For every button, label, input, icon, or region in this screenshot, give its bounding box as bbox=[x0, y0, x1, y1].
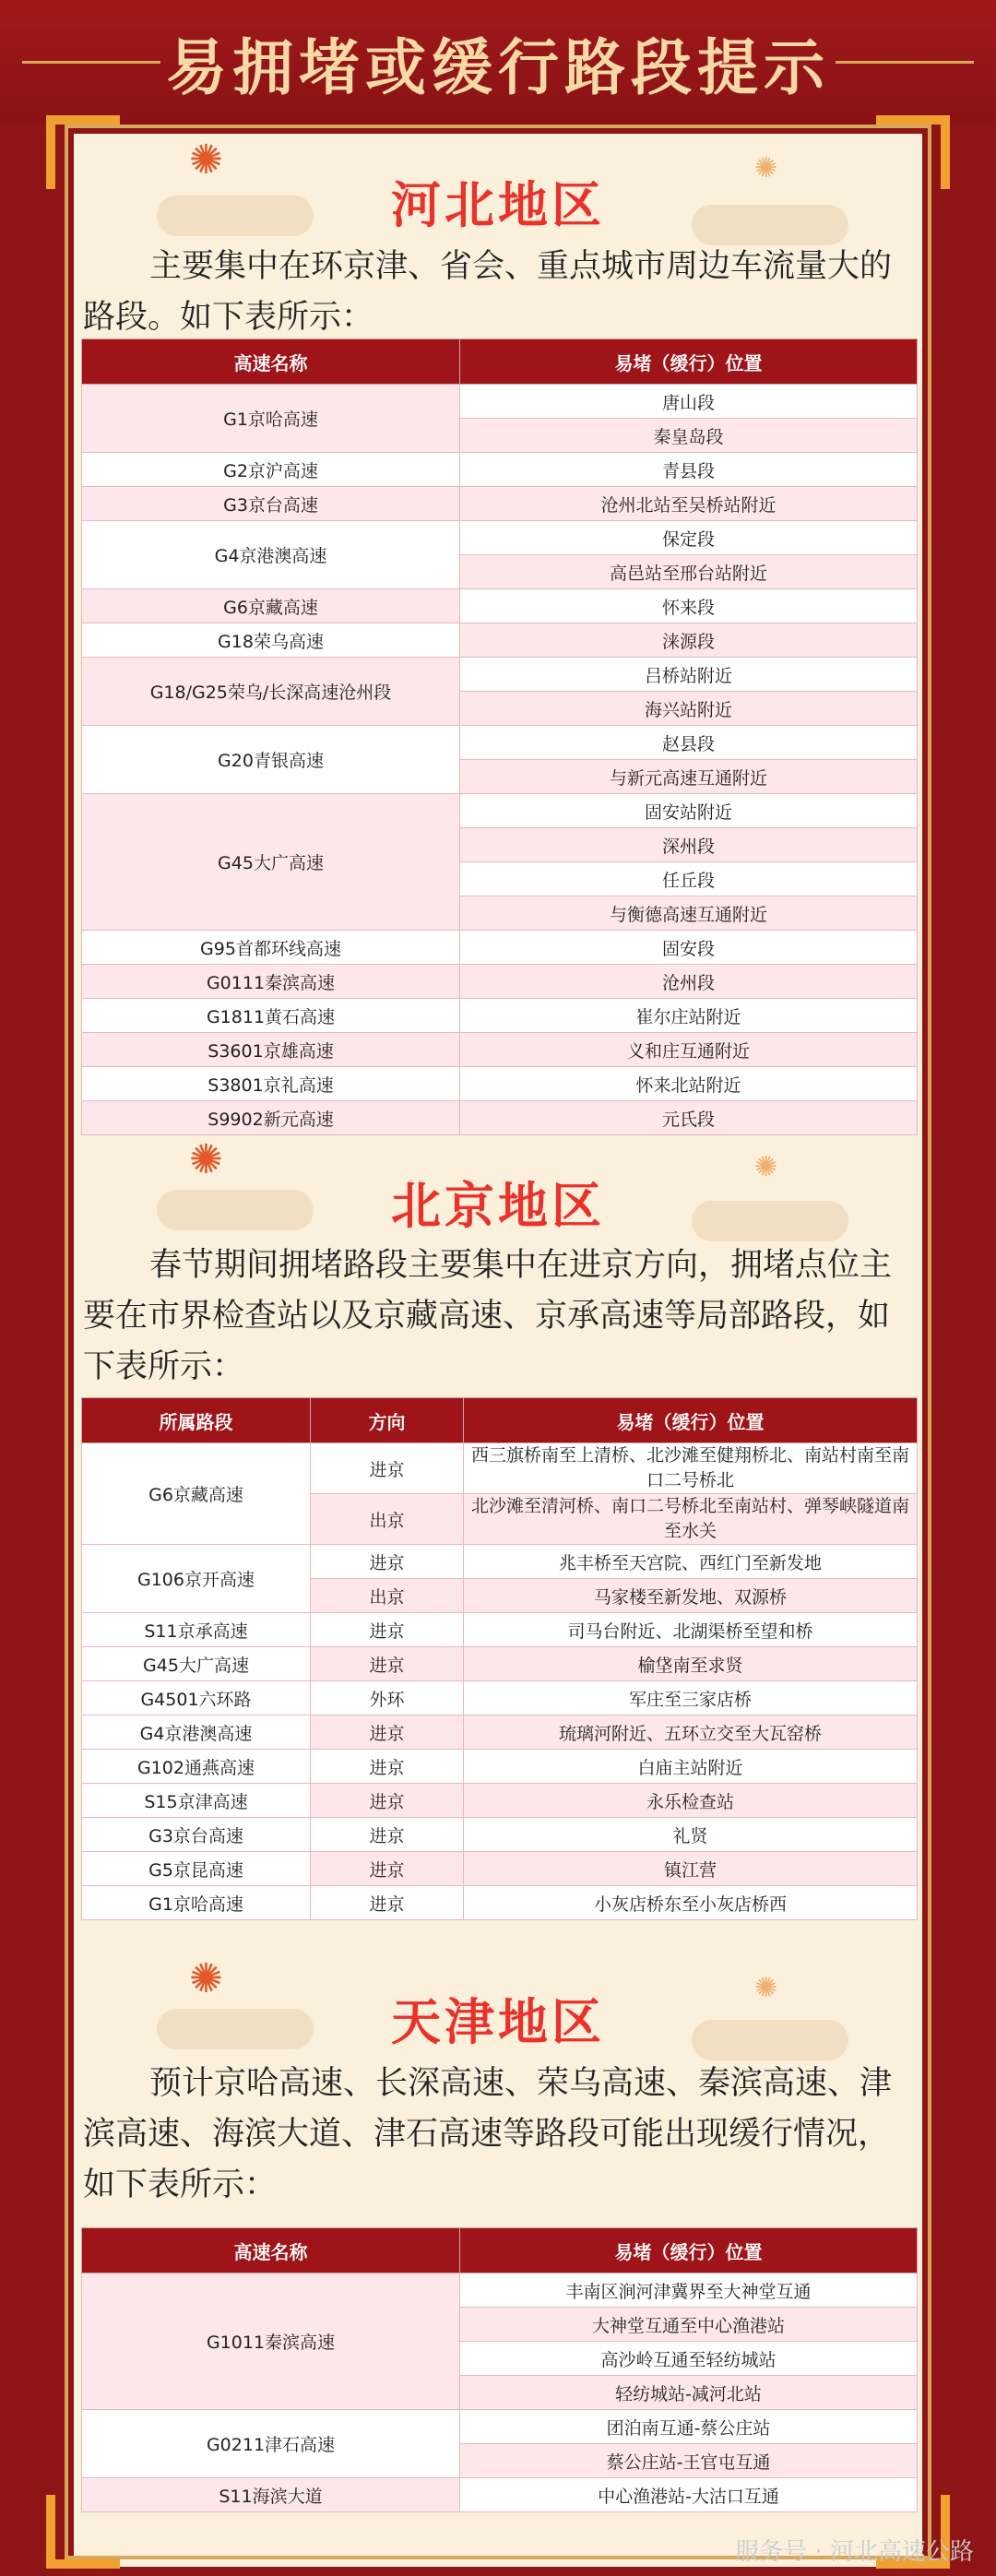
location-cell: 义和庄互通附近 bbox=[460, 1033, 918, 1067]
hebei-intro: 主要集中在环京津、省会、重点城市周边车流量大的路段。如下表所示： bbox=[83, 248, 893, 336]
location-cell: 丰南区涧河津冀界至大神堂互通 bbox=[460, 2273, 918, 2308]
table-header: 易堵（缓行）位置 bbox=[460, 339, 918, 385]
table-row bbox=[82, 1886, 918, 1920]
table-row bbox=[82, 2410, 918, 2444]
table-row bbox=[82, 999, 918, 1033]
road-name-cell: S3601京雄高速 bbox=[82, 1033, 460, 1067]
direction-cell: 进京 bbox=[311, 1886, 464, 1920]
road-name-cell: G3京台高速 bbox=[82, 487, 460, 521]
table-row bbox=[82, 1101, 918, 1135]
location-cell: 任丘段 bbox=[460, 862, 918, 896]
table-header: 高速名称 bbox=[82, 2228, 460, 2273]
location-cell: 团泊南互通-蔡公庄站 bbox=[460, 2410, 918, 2444]
table-header: 高速名称 bbox=[82, 339, 460, 385]
hebei-table bbox=[81, 338, 918, 1135]
banner-title: 易拥堵或缓行路段提示 bbox=[166, 31, 830, 103]
location-cell: 固安段 bbox=[460, 931, 918, 965]
table-row bbox=[82, 2478, 918, 2512]
road-name-cell: S3801京礼高速 bbox=[82, 1067, 460, 1101]
location-cell: 北沙滩至清河桥、南口二号桥北至南站村、弹琴峡隧道南至水关 bbox=[464, 1494, 918, 1545]
table-row bbox=[82, 589, 918, 623]
location-cell: 海兴站附近 bbox=[460, 692, 918, 726]
table-row bbox=[82, 453, 918, 487]
location-cell: 高沙岭互通至轻纺城站 bbox=[460, 2342, 918, 2376]
road-name-cell: G2京沪高速 bbox=[82, 453, 460, 487]
table-row bbox=[82, 658, 918, 692]
firework-icon: ✺ bbox=[754, 1151, 778, 1183]
location-cell: 赵县段 bbox=[460, 726, 918, 760]
location-cell: 军庄至三家店桥 bbox=[464, 1681, 918, 1715]
location-cell: 与衡德高速互通附近 bbox=[460, 896, 918, 931]
table-row bbox=[82, 385, 918, 419]
direction-cell: 进京 bbox=[311, 1613, 464, 1647]
table-row bbox=[82, 931, 918, 965]
location-cell: 沧州北站至吴桥站附近 bbox=[460, 487, 918, 521]
location-cell: 深州段 bbox=[460, 828, 918, 862]
road-name-cell: G45大广高速 bbox=[82, 1647, 311, 1681]
road-name-cell: G95首都环线高速 bbox=[82, 931, 460, 965]
road-name-cell: G20青银高速 bbox=[82, 726, 460, 794]
location-cell: 秦皇岛段 bbox=[460, 419, 918, 453]
location-cell: 榆垡南至求贤 bbox=[464, 1647, 918, 1681]
direction-cell: 进京 bbox=[311, 1818, 464, 1852]
direction-cell: 进京 bbox=[311, 1545, 464, 1579]
table-header: 易堵（缓行）位置 bbox=[464, 1398, 918, 1443]
hebei-title: 河北地区 bbox=[391, 176, 605, 234]
location-cell: 司马台附近、北湖渠桥至望和桥 bbox=[464, 1613, 918, 1647]
table-row bbox=[82, 965, 918, 999]
location-cell: 怀来北站附近 bbox=[460, 1067, 918, 1101]
road-name-cell: G1811黄石高速 bbox=[82, 999, 460, 1033]
location-cell: 白庙主站附近 bbox=[464, 1750, 918, 1784]
table-row bbox=[82, 1852, 918, 1886]
location-cell: 固安站附近 bbox=[460, 794, 918, 828]
table-row bbox=[82, 1818, 918, 1852]
direction-cell: 进京 bbox=[311, 1647, 464, 1681]
location-cell: 唐山段 bbox=[460, 385, 918, 419]
location-cell: 崔尔庄站附近 bbox=[460, 999, 918, 1033]
road-name-cell: S9902新元高速 bbox=[82, 1101, 460, 1135]
table-row bbox=[82, 726, 918, 760]
road-name-cell: S11京承高速 bbox=[82, 1613, 311, 1647]
location-cell: 青县段 bbox=[460, 453, 918, 487]
location-cell: 兆丰桥至天宫院、西红门至新发地 bbox=[464, 1545, 918, 1579]
road-name-cell: G6京藏高速 bbox=[82, 589, 460, 623]
table-row bbox=[82, 1681, 918, 1715]
road-name-cell: G6京藏高速 bbox=[82, 1443, 311, 1545]
location-cell: 礼贤 bbox=[464, 1818, 918, 1852]
table-row bbox=[82, 1067, 918, 1101]
firework-icon: ✺ bbox=[189, 1136, 223, 1183]
road-name-cell: G1京哈高速 bbox=[82, 1886, 311, 1920]
direction-cell: 进京 bbox=[311, 1784, 464, 1818]
firework-icon: ✺ bbox=[754, 152, 778, 184]
table-header: 易堵（缓行）位置 bbox=[460, 2228, 918, 2273]
tianjin-table bbox=[81, 2227, 918, 2512]
table-row bbox=[82, 1715, 918, 1750]
table-row bbox=[82, 1750, 918, 1784]
direction-cell: 出京 bbox=[311, 1579, 464, 1613]
table-row bbox=[82, 487, 918, 521]
table-header: 所属路段 bbox=[82, 1398, 311, 1443]
road-name-cell: G1京哈高速 bbox=[82, 385, 460, 453]
direction-cell: 外环 bbox=[311, 1681, 464, 1715]
road-name-cell: G106京开高速 bbox=[82, 1545, 311, 1613]
direction-cell: 进京 bbox=[311, 1852, 464, 1886]
firework-icon: ✺ bbox=[189, 137, 223, 184]
tianjin-title: 天津地区 bbox=[391, 1993, 605, 2051]
location-cell: 保定段 bbox=[460, 521, 918, 555]
direction-cell: 进京 bbox=[311, 1715, 464, 1750]
direction-cell: 进京 bbox=[311, 1443, 464, 1494]
direction-cell: 出京 bbox=[311, 1494, 464, 1545]
location-cell: 小灰店桥东至小灰店桥西 bbox=[464, 1886, 918, 1920]
road-name-cell: G0111秦滨高速 bbox=[82, 965, 460, 999]
location-cell: 沧州段 bbox=[460, 965, 918, 999]
road-name-cell: G18/G25荣乌/长深高速沧州段 bbox=[82, 658, 460, 726]
table-header: 方向 bbox=[311, 1398, 464, 1443]
table-row bbox=[82, 623, 918, 658]
location-cell: 怀来段 bbox=[460, 589, 918, 623]
location-cell: 马家楼至新发地、双源桥 bbox=[464, 1579, 918, 1613]
location-cell: 吕桥站附近 bbox=[460, 658, 918, 692]
road-name-cell: G18荣乌高速 bbox=[82, 623, 460, 658]
beijing-table bbox=[81, 1397, 918, 1920]
location-cell: 大神堂互通至中心渔港站 bbox=[460, 2308, 918, 2342]
location-cell: 元氏段 bbox=[460, 1101, 918, 1135]
road-name-cell: G102通燕高速 bbox=[82, 1750, 311, 1784]
table-row bbox=[82, 1647, 918, 1681]
table-row bbox=[82, 1545, 918, 1579]
location-cell: 永乐检查站 bbox=[464, 1784, 918, 1818]
table-row bbox=[82, 1033, 918, 1067]
firework-icon: ✺ bbox=[189, 1955, 223, 2002]
location-cell: 镇江营 bbox=[464, 1852, 918, 1886]
road-name-cell: S15京津高速 bbox=[82, 1784, 311, 1818]
road-name-cell: S11海滨大道 bbox=[82, 2478, 460, 2512]
table-row bbox=[82, 1613, 918, 1647]
table-row bbox=[82, 1443, 918, 1494]
banner bbox=[0, 0, 996, 125]
direction-cell: 进京 bbox=[311, 1750, 464, 1784]
location-cell: 涞源段 bbox=[460, 623, 918, 658]
beijing-intro: 春节期间拥堵路段主要集中在进京方向，拥堵点位主要在市界检查站以及京藏高速、京承高速等局部路段，如下表所示： bbox=[83, 1247, 893, 1385]
table-row bbox=[82, 521, 918, 555]
road-name-cell: G1011秦滨高速 bbox=[82, 2273, 460, 2410]
location-cell: 琉璃河附近、五环立交至大瓦窑桥 bbox=[464, 1715, 918, 1750]
location-cell: 中心渔港站-大沽口互通 bbox=[460, 2478, 918, 2512]
table-row bbox=[82, 1784, 918, 1818]
road-name-cell: G45大广高速 bbox=[82, 794, 460, 931]
road-name-cell: G4京港澳高速 bbox=[82, 1715, 311, 1750]
table-row bbox=[82, 794, 918, 828]
location-cell: 高邑站至邢台站附近 bbox=[460, 555, 918, 589]
tianjin-intro: 预计京哈高速、长深高速、荣乌高速、秦滨高速、津滨高速、海滨大道、津石高速等路段可能出现缓行情况，如下表所示： bbox=[83, 2065, 893, 2203]
road-name-cell: G0211津石高速 bbox=[82, 2410, 460, 2478]
location-cell: 蔡公庄站-王官屯互通 bbox=[460, 2444, 918, 2478]
road-name-cell: G5京昆高速 bbox=[82, 1852, 311, 1886]
location-cell: 与新元高速互通附近 bbox=[460, 760, 918, 794]
firework-icon: ✺ bbox=[754, 1972, 778, 2004]
beijing-title: 北京地区 bbox=[391, 1177, 605, 1235]
table-row bbox=[82, 2273, 918, 2308]
road-name-cell: G4501六环路 bbox=[82, 1681, 311, 1715]
location-cell: 轻纺城站-减河北站 bbox=[460, 2376, 918, 2410]
road-name-cell: G4京港澳高速 bbox=[82, 521, 460, 589]
footer-watermark: 服务号 · 河北高速公路 bbox=[735, 2538, 974, 2566]
location-cell: 西三旗桥南至上清桥、北沙滩至健翔桥北、南站村南至南口二号桥北 bbox=[464, 1443, 918, 1494]
road-name-cell: G3京台高速 bbox=[82, 1818, 311, 1852]
